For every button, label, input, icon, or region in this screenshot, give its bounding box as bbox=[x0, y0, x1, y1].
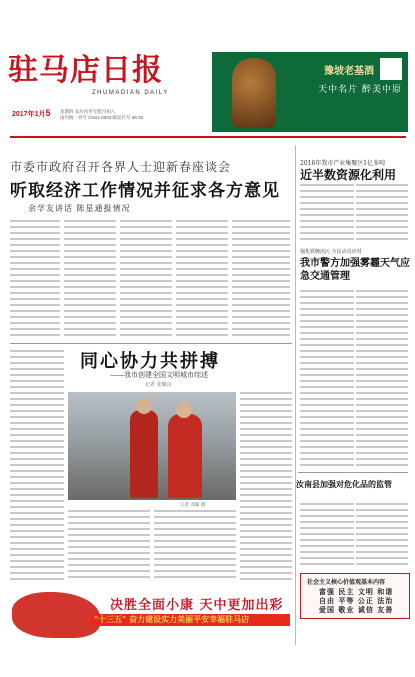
volunteer-head-2 bbox=[176, 402, 192, 418]
side3-divider bbox=[298, 472, 408, 473]
core-values-row1: 富强 民主 文明 和谐 bbox=[319, 587, 394, 596]
lead-body-col3 bbox=[120, 220, 172, 338]
side2-headline[interactable]: 我市警方加强雾霾天气应急交通管理 bbox=[300, 258, 410, 282]
feature-body-right bbox=[240, 392, 292, 582]
lead-headline[interactable]: 听取经济工作情况并征求各方意见 bbox=[10, 181, 280, 201]
masthead-info-line1: 星期四 农历丙申年腊月初八 bbox=[60, 109, 116, 114]
wine-bottle-image bbox=[232, 58, 276, 128]
feature-title[interactable]: 同心协力共拼搏 bbox=[80, 351, 220, 372]
masthead-info bbox=[60, 109, 210, 121]
volunteer-figure-2 bbox=[168, 414, 202, 498]
feature-body-left bbox=[10, 350, 64, 582]
column-divider bbox=[295, 145, 296, 645]
side3-headline[interactable]: 汝南县加强对危化品的监管 bbox=[296, 479, 392, 489]
issue-date bbox=[12, 108, 50, 119]
lead-body-col5 bbox=[232, 220, 290, 338]
lead-body-col1 bbox=[10, 220, 60, 338]
side2-body-col2 bbox=[356, 290, 408, 470]
masthead-title: 驻马店日报 bbox=[8, 53, 163, 88]
feature-subtitle: ——我市创建全国文明城市综述 bbox=[110, 371, 208, 379]
feature-photo[interactable] bbox=[68, 392, 236, 500]
feature-author: 记者 张聚良 bbox=[145, 382, 172, 388]
qr-code-icon bbox=[380, 58, 402, 80]
bottom-banner[interactable] bbox=[10, 590, 295, 648]
masthead-subtitle: ZHUMADIAN DAILY bbox=[92, 90, 169, 96]
masthead-info-line2: 国内统一刊号 CN41-0003 邮发代号 35-32 bbox=[60, 115, 144, 120]
volunteer-figure-1 bbox=[130, 410, 158, 498]
ad-brand: 豫坡老基酒 bbox=[324, 66, 374, 77]
feature-body-bottom2 bbox=[154, 510, 236, 582]
lead-kicker: 市委市政府召开各界人士迎新春座谈会 bbox=[10, 160, 232, 174]
lead-body-col4 bbox=[176, 220, 228, 338]
top-advertisement[interactable] bbox=[212, 52, 408, 132]
core-values-row3: 爱国 敬业 诚信 友善 bbox=[319, 605, 394, 614]
date-prefix: 2017年1月 bbox=[12, 111, 46, 118]
side1-body-col1 bbox=[300, 184, 354, 242]
side1-body-col2 bbox=[356, 184, 408, 242]
volunteer-head-1 bbox=[136, 398, 152, 414]
date-day: 5 bbox=[45, 108, 51, 118]
photo-caption: 记者 邓颖 摄 bbox=[180, 503, 206, 508]
masthead-rule bbox=[10, 136, 406, 138]
core-values-box bbox=[300, 573, 410, 619]
feature-divider bbox=[10, 343, 292, 344]
side2-body-col1 bbox=[300, 290, 354, 470]
feature-body-bottom1 bbox=[68, 510, 150, 582]
lead-subline: 余学友讲话 陈星通报情况 bbox=[28, 204, 131, 213]
side1-kicker: 2016年我市产业集聚区1亿多吨 bbox=[300, 160, 386, 167]
core-values-row2: 自由 平等 公正 法治 bbox=[319, 596, 394, 605]
ad-slogan: 天中名片 醉美中原 bbox=[318, 85, 402, 95]
banner-sub: "十三五" 奋力建设实力美丽平安幸福驻马店 bbox=[94, 614, 250, 624]
side2-kicker: 强化铁腕治污 全民动员应对 bbox=[300, 249, 362, 255]
side3-body-col1 bbox=[300, 503, 354, 567]
banner-slogan: 决胜全面小康 天中更加出彩 bbox=[110, 598, 284, 613]
side3-body-col2 bbox=[356, 503, 408, 567]
region-map-icon bbox=[12, 592, 100, 638]
core-values-title: 社会主义核心价值观基本内容 bbox=[307, 579, 386, 586]
side1-headline[interactable]: 近半数资源化利用 bbox=[300, 168, 397, 182]
lead-body-col2 bbox=[64, 220, 116, 338]
